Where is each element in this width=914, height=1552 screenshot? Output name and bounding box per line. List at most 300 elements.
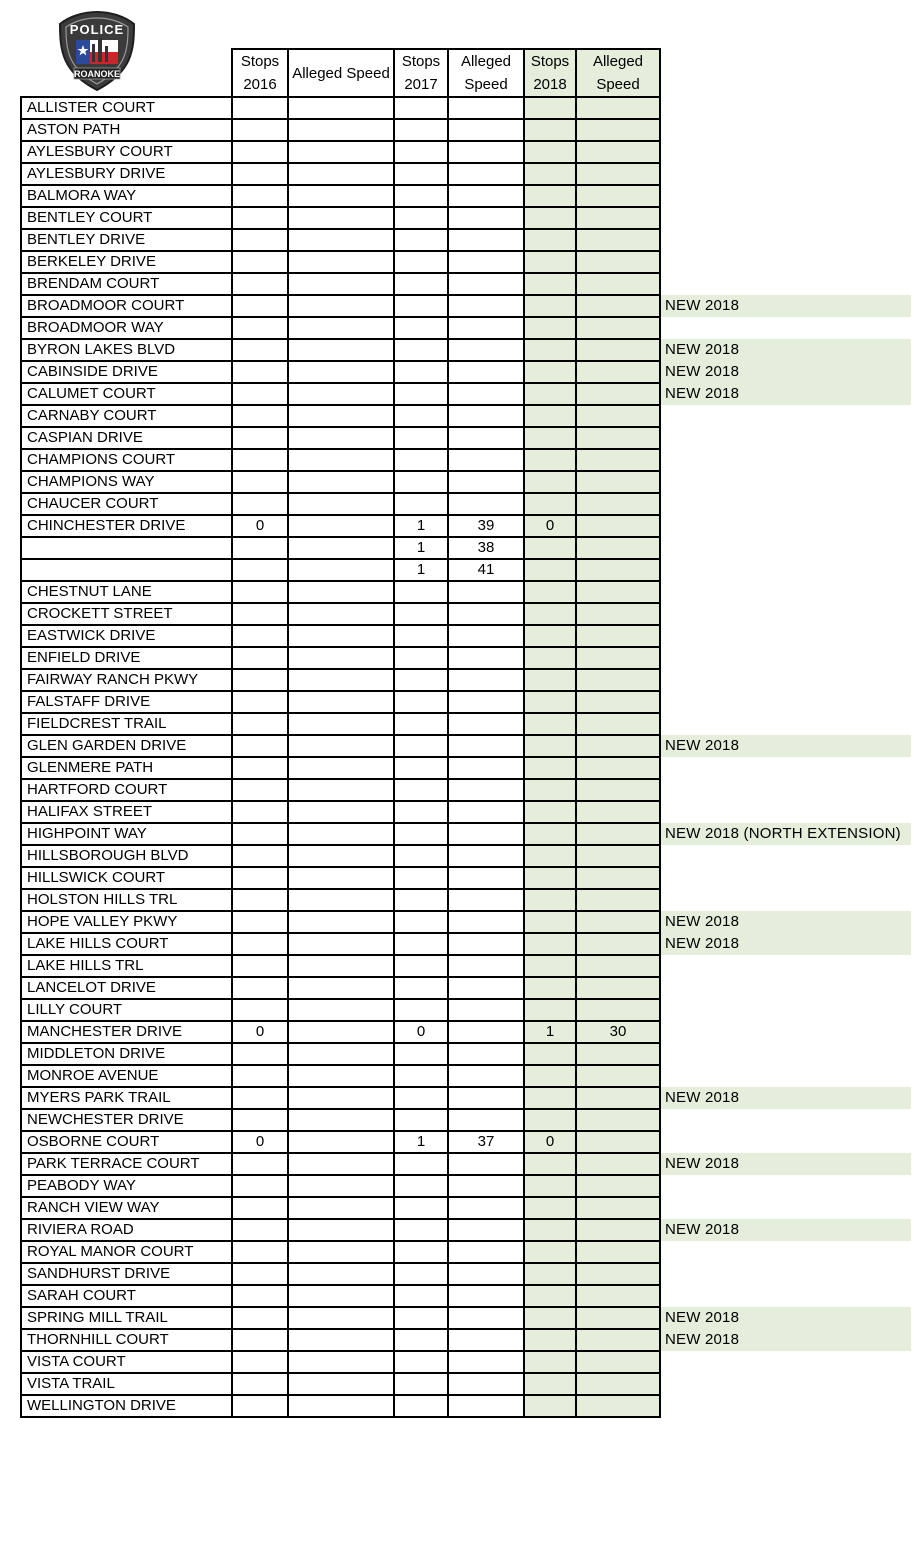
speed-2017-cell bbox=[448, 97, 524, 119]
speed-2018-cell bbox=[576, 1043, 660, 1065]
stops-2016-cell bbox=[232, 427, 288, 449]
note-cell bbox=[660, 845, 912, 867]
table-row bbox=[21, 273, 912, 295]
stops-2016-cell bbox=[232, 1219, 288, 1241]
speed-2017-cell bbox=[448, 383, 524, 405]
stops-2017-cell bbox=[394, 933, 448, 955]
note-cell: NEW 2018 bbox=[660, 911, 912, 933]
stops-2017-cell: 0 bbox=[394, 1021, 448, 1043]
stops-2018-cell bbox=[524, 1329, 576, 1351]
stops-2016-cell bbox=[232, 97, 288, 119]
speed-2016-cell bbox=[288, 933, 394, 955]
street-name-cell: HALIFAX STREET bbox=[21, 801, 232, 823]
speed-2018-cell bbox=[576, 581, 660, 603]
street-name-cell: BALMORA WAY bbox=[21, 185, 232, 207]
stops-2016-cell bbox=[232, 713, 288, 735]
stops-2018-cell bbox=[524, 977, 576, 999]
header-note-blank bbox=[660, 49, 912, 97]
note-cell bbox=[660, 603, 912, 625]
stops-2018-cell bbox=[524, 713, 576, 735]
stops-2017-cell bbox=[394, 735, 448, 757]
stops-2017-cell bbox=[394, 713, 448, 735]
stops-2016-cell: 0 bbox=[232, 515, 288, 537]
stops-2016-cell bbox=[232, 933, 288, 955]
stops-2016-cell bbox=[232, 141, 288, 163]
stops-2016-cell: 0 bbox=[232, 1131, 288, 1153]
note-cell bbox=[660, 1351, 912, 1373]
note-cell bbox=[660, 1109, 912, 1131]
stops-2016-cell bbox=[232, 537, 288, 559]
speed-2018-cell bbox=[576, 1087, 660, 1109]
stops-2018-cell bbox=[524, 1263, 576, 1285]
stops-2016-cell bbox=[232, 1153, 288, 1175]
street-name-cell: CHAMPIONS COURT bbox=[21, 449, 232, 471]
speed-2016-cell bbox=[288, 603, 394, 625]
note-cell: NEW 2018 bbox=[660, 361, 912, 383]
speed-2018-cell bbox=[576, 185, 660, 207]
stops-2017-cell: 1 bbox=[394, 537, 448, 559]
note-cell bbox=[660, 1175, 912, 1197]
table-row bbox=[21, 1197, 912, 1219]
note-cell bbox=[660, 427, 912, 449]
stops-2016-cell bbox=[232, 691, 288, 713]
table-row bbox=[21, 1263, 912, 1285]
street-name-cell: VISTA TRAIL bbox=[21, 1373, 232, 1395]
stops-2016-cell bbox=[232, 867, 288, 889]
table-row bbox=[21, 647, 912, 669]
street-name-cell: FALSTAFF DRIVE bbox=[21, 691, 232, 713]
speed-2018-cell bbox=[576, 449, 660, 471]
speed-2017-cell bbox=[448, 801, 524, 823]
stops-2018-cell bbox=[524, 1285, 576, 1307]
speed-2016-cell bbox=[288, 757, 394, 779]
note-cell bbox=[660, 251, 912, 273]
stops-2018-cell bbox=[524, 163, 576, 185]
stops-2017-cell bbox=[394, 1329, 448, 1351]
speed-2017-cell bbox=[448, 119, 524, 141]
speed-2017-cell bbox=[448, 317, 524, 339]
speed-2017-cell bbox=[448, 493, 524, 515]
speed-2017-cell bbox=[448, 1175, 524, 1197]
street-name-cell: GLEN GARDEN DRIVE bbox=[21, 735, 232, 757]
stops-2018-cell bbox=[524, 273, 576, 295]
stops-2017-cell bbox=[394, 1307, 448, 1329]
street-name-cell bbox=[21, 537, 232, 559]
street-name-cell: ALLISTER COURT bbox=[21, 97, 232, 119]
note-cell bbox=[660, 1043, 912, 1065]
street-name-cell: BROADMOOR COURT bbox=[21, 295, 232, 317]
speed-2016-cell bbox=[288, 625, 394, 647]
note-cell: NEW 2018 bbox=[660, 339, 912, 361]
stops-2018-cell bbox=[524, 1373, 576, 1395]
speed-2018-cell bbox=[576, 339, 660, 361]
table-row bbox=[21, 933, 912, 955]
stops-2018-cell bbox=[524, 1307, 576, 1329]
speed-2016-cell bbox=[288, 1131, 394, 1153]
stops-2016-cell bbox=[232, 1241, 288, 1263]
stops-2018-cell bbox=[524, 1175, 576, 1197]
speed-2018-cell bbox=[576, 1285, 660, 1307]
speed-2016-cell bbox=[288, 1307, 394, 1329]
speed-2017-cell bbox=[448, 295, 524, 317]
speed-2016-cell bbox=[288, 493, 394, 515]
speed-2017-cell bbox=[448, 647, 524, 669]
stops-2018-cell bbox=[524, 119, 576, 141]
stops-2017-cell bbox=[394, 1263, 448, 1285]
table-row bbox=[21, 383, 912, 405]
speed-2016-cell bbox=[288, 647, 394, 669]
speed-2017-cell bbox=[448, 1153, 524, 1175]
speed-2016-cell bbox=[288, 317, 394, 339]
stops-2017-cell bbox=[394, 471, 448, 493]
table-row bbox=[21, 779, 912, 801]
street-name-cell: CHAUCER COURT bbox=[21, 493, 232, 515]
street-name-cell: SARAH COURT bbox=[21, 1285, 232, 1307]
stops-2016-cell bbox=[232, 801, 288, 823]
speed-2017-cell bbox=[448, 691, 524, 713]
stops-2018-cell bbox=[524, 691, 576, 713]
speed-2018-cell bbox=[576, 669, 660, 691]
stops-2018-cell: 0 bbox=[524, 515, 576, 537]
street-name-cell: HOPE VALLEY PKWY bbox=[21, 911, 232, 933]
speed-2018-cell bbox=[576, 471, 660, 493]
street-name-cell: ROYAL MANOR COURT bbox=[21, 1241, 232, 1263]
street-name-cell bbox=[21, 559, 232, 581]
note-cell bbox=[660, 757, 912, 779]
speed-2018-cell bbox=[576, 251, 660, 273]
note-cell bbox=[660, 141, 912, 163]
stops-2018-cell bbox=[524, 383, 576, 405]
street-name-cell: CHINCHESTER DRIVE bbox=[21, 515, 232, 537]
stops-2018-cell bbox=[524, 1109, 576, 1131]
table-row bbox=[21, 1307, 912, 1329]
street-name-cell: FAIRWAY RANCH PKWY bbox=[21, 669, 232, 691]
table-row bbox=[21, 1285, 912, 1307]
note-cell bbox=[660, 713, 912, 735]
stops-2018-cell bbox=[524, 999, 576, 1021]
stops-2018-cell bbox=[524, 889, 576, 911]
speed-2016-cell bbox=[288, 163, 394, 185]
stops-2018-cell bbox=[524, 1153, 576, 1175]
speed-2018-cell bbox=[576, 141, 660, 163]
street-name-cell: FIELDCREST TRAIL bbox=[21, 713, 232, 735]
speed-2018-cell bbox=[576, 779, 660, 801]
stops-2018-cell bbox=[524, 449, 576, 471]
stops-2016-cell bbox=[232, 669, 288, 691]
stops-2018-cell bbox=[524, 1065, 576, 1087]
speed-2018-cell bbox=[576, 1065, 660, 1087]
speed-2018-cell bbox=[576, 537, 660, 559]
speed-2018-cell bbox=[576, 383, 660, 405]
table-row bbox=[21, 295, 912, 317]
street-name-cell: LAKE HILLS COURT bbox=[21, 933, 232, 955]
speed-2017-cell bbox=[448, 823, 524, 845]
header-stops-2018: Stops 2018 bbox=[524, 49, 576, 97]
speed-2018-cell bbox=[576, 229, 660, 251]
speed-2017-cell bbox=[448, 1043, 524, 1065]
speed-2017-cell bbox=[448, 339, 524, 361]
table-row bbox=[21, 845, 912, 867]
speed-2016-cell bbox=[288, 361, 394, 383]
note-cell bbox=[660, 1065, 912, 1087]
stops-2017-cell bbox=[394, 427, 448, 449]
speed-2016-cell bbox=[288, 383, 394, 405]
stops-2017-cell bbox=[394, 625, 448, 647]
speed-2017-cell bbox=[448, 955, 524, 977]
stops-2016-cell bbox=[232, 1065, 288, 1087]
note-cell: NEW 2018 bbox=[660, 295, 912, 317]
speed-2018-cell bbox=[576, 1263, 660, 1285]
stops-2016-cell bbox=[232, 1373, 288, 1395]
street-name-cell: CHAMPIONS WAY bbox=[21, 471, 232, 493]
stops-2018-cell bbox=[524, 427, 576, 449]
table-row bbox=[21, 515, 912, 537]
note-cell bbox=[660, 625, 912, 647]
stops-2016-cell bbox=[232, 559, 288, 581]
speed-2016-cell bbox=[288, 1351, 394, 1373]
speed-2016-cell bbox=[288, 911, 394, 933]
stops-2017-cell bbox=[394, 405, 448, 427]
stops-2016-cell bbox=[232, 735, 288, 757]
speed-2017-cell bbox=[448, 1373, 524, 1395]
stops-2016-cell bbox=[232, 1329, 288, 1351]
speed-2017-cell bbox=[448, 845, 524, 867]
stops-2017-cell bbox=[394, 889, 448, 911]
speed-2017-cell bbox=[448, 1307, 524, 1329]
note-cell: NEW 2018 bbox=[660, 1307, 912, 1329]
stops-2017-cell bbox=[394, 999, 448, 1021]
table-row bbox=[21, 735, 912, 757]
speed-2017-cell bbox=[448, 251, 524, 273]
stops-2017-cell bbox=[394, 1065, 448, 1087]
street-name-cell: AYLESBURY COURT bbox=[21, 141, 232, 163]
street-name-cell: LANCELOT DRIVE bbox=[21, 977, 232, 999]
stops-2018-cell bbox=[524, 1197, 576, 1219]
stops-2017-cell bbox=[394, 361, 448, 383]
speed-2018-cell bbox=[576, 515, 660, 537]
street-name-cell: ASTON PATH bbox=[21, 119, 232, 141]
speed-2016-cell bbox=[288, 735, 394, 757]
stops-2018-cell bbox=[524, 97, 576, 119]
note-cell bbox=[660, 691, 912, 713]
note-cell: NEW 2018 bbox=[660, 735, 912, 757]
street-name-cell: SANDHURST DRIVE bbox=[21, 1263, 232, 1285]
table-row bbox=[21, 1373, 912, 1395]
stops-2017-cell bbox=[394, 1351, 448, 1373]
speed-2018-cell bbox=[576, 1153, 660, 1175]
stops-2016-cell bbox=[232, 493, 288, 515]
table-row bbox=[21, 339, 912, 361]
table-row bbox=[21, 251, 912, 273]
stops-2016-cell bbox=[232, 757, 288, 779]
speed-2018-cell bbox=[576, 1395, 660, 1417]
header-row bbox=[21, 49, 912, 97]
speed-2018-cell bbox=[576, 999, 660, 1021]
stops-2017-cell bbox=[394, 691, 448, 713]
header-blank bbox=[21, 49, 232, 97]
speed-2016-cell bbox=[288, 1395, 394, 1417]
note-cell: NEW 2018 bbox=[660, 933, 912, 955]
stops-2016-cell bbox=[232, 581, 288, 603]
speed-2018-cell bbox=[576, 757, 660, 779]
stops-2016-cell bbox=[232, 779, 288, 801]
speed-2017-cell bbox=[448, 625, 524, 647]
stops-2018-cell bbox=[524, 845, 576, 867]
table-row bbox=[21, 1219, 912, 1241]
stops-2016-cell bbox=[232, 207, 288, 229]
stops-2017-cell bbox=[394, 163, 448, 185]
speed-2018-cell bbox=[576, 1131, 660, 1153]
speed-2017-cell bbox=[448, 1329, 524, 1351]
table-row bbox=[21, 999, 912, 1021]
speed-2016-cell bbox=[288, 955, 394, 977]
stops-2016-cell bbox=[232, 889, 288, 911]
speed-2016-cell bbox=[288, 691, 394, 713]
speed-2016-cell bbox=[288, 1241, 394, 1263]
stops-2017-cell bbox=[394, 339, 448, 361]
stops-2017-cell bbox=[394, 207, 448, 229]
header-stops-2017: Stops 2017 bbox=[394, 49, 448, 97]
stops-2017-cell bbox=[394, 449, 448, 471]
speed-2016-cell bbox=[288, 669, 394, 691]
stops-2017-cell bbox=[394, 229, 448, 251]
table-row bbox=[21, 141, 912, 163]
speed-2016-cell bbox=[288, 1373, 394, 1395]
speed-2017-cell bbox=[448, 1197, 524, 1219]
speed-2016-cell bbox=[288, 1109, 394, 1131]
stops-2016-cell bbox=[232, 977, 288, 999]
speed-2016-cell bbox=[288, 97, 394, 119]
speed-2018-cell bbox=[576, 1241, 660, 1263]
speed-2016-cell bbox=[288, 999, 394, 1021]
speed-2018-cell bbox=[576, 1219, 660, 1241]
street-name-cell: BENTLEY DRIVE bbox=[21, 229, 232, 251]
speed-2017-cell bbox=[448, 449, 524, 471]
speed-2017-cell bbox=[448, 185, 524, 207]
speed-2018-cell bbox=[576, 1329, 660, 1351]
speed-2017-cell bbox=[448, 427, 524, 449]
speed-2017-cell bbox=[448, 405, 524, 427]
speed-2017-cell bbox=[448, 735, 524, 757]
speed-2016-cell bbox=[288, 779, 394, 801]
street-name-cell: LILLY COURT bbox=[21, 999, 232, 1021]
speed-2017-cell bbox=[448, 977, 524, 999]
note-cell bbox=[660, 97, 912, 119]
speed-2018-cell bbox=[576, 911, 660, 933]
speed-2016-cell bbox=[288, 449, 394, 471]
table-row bbox=[21, 801, 912, 823]
note-cell bbox=[660, 977, 912, 999]
speed-2017-cell bbox=[448, 999, 524, 1021]
speed-2016-cell bbox=[288, 471, 394, 493]
note-cell bbox=[660, 405, 912, 427]
speed-2018-cell bbox=[576, 427, 660, 449]
note-cell bbox=[660, 119, 912, 141]
note-cell bbox=[660, 669, 912, 691]
stops-2016-cell bbox=[232, 1307, 288, 1329]
street-name-cell: HOLSTON HILLS TRL bbox=[21, 889, 232, 911]
stops-2016-cell bbox=[232, 185, 288, 207]
speed-2017-cell: 38 bbox=[448, 537, 524, 559]
table-row bbox=[21, 867, 912, 889]
speed-2017-cell: 41 bbox=[448, 559, 524, 581]
stops-2018-cell bbox=[524, 867, 576, 889]
street-name-cell: BYRON LAKES BLVD bbox=[21, 339, 232, 361]
note-cell bbox=[660, 229, 912, 251]
speed-2017-cell bbox=[448, 1109, 524, 1131]
speed-2016-cell bbox=[288, 1043, 394, 1065]
stops-2018-cell bbox=[524, 471, 576, 493]
stops-2017-cell bbox=[394, 1109, 448, 1131]
stops-2018-cell bbox=[524, 735, 576, 757]
stops-2018-cell bbox=[524, 559, 576, 581]
stops-2017-cell: 1 bbox=[394, 1131, 448, 1153]
speed-2018-cell bbox=[576, 493, 660, 515]
stops-2016-cell bbox=[232, 339, 288, 361]
stops-2016-cell bbox=[232, 911, 288, 933]
stops-2016-cell bbox=[232, 1285, 288, 1307]
street-name-cell: SPRING MILL TRAIL bbox=[21, 1307, 232, 1329]
stops-2018-cell bbox=[524, 933, 576, 955]
speed-2017-cell bbox=[448, 229, 524, 251]
table-body bbox=[21, 97, 912, 1417]
speed-2018-cell bbox=[576, 647, 660, 669]
stops-2017-cell bbox=[394, 97, 448, 119]
note-cell bbox=[660, 867, 912, 889]
speed-2018-cell bbox=[576, 163, 660, 185]
speed-2017-cell bbox=[448, 361, 524, 383]
logo-top-text: POLICE bbox=[69, 22, 125, 37]
stops-2017-cell bbox=[394, 251, 448, 273]
stops-2016-cell bbox=[232, 1395, 288, 1417]
stops-2017-cell bbox=[394, 823, 448, 845]
speed-2018-cell bbox=[576, 97, 660, 119]
note-cell bbox=[660, 207, 912, 229]
speed-2016-cell bbox=[288, 977, 394, 999]
speed-2017-cell bbox=[448, 1285, 524, 1307]
speed-2016-cell bbox=[288, 1087, 394, 1109]
stops-2018-cell bbox=[524, 603, 576, 625]
street-name-cell: ENFIELD DRIVE bbox=[21, 647, 232, 669]
table-row bbox=[21, 97, 912, 119]
speed-2017-cell bbox=[448, 911, 524, 933]
street-name-cell: CABINSIDE DRIVE bbox=[21, 361, 232, 383]
speed-2018-cell bbox=[576, 295, 660, 317]
street-name-cell: VISTA COURT bbox=[21, 1351, 232, 1373]
speed-2017-cell bbox=[448, 603, 524, 625]
table-row bbox=[21, 537, 912, 559]
stops-2017-cell bbox=[394, 1241, 448, 1263]
speed-2017-cell bbox=[448, 1263, 524, 1285]
speed-2018-cell bbox=[576, 1351, 660, 1373]
stops-2018-cell bbox=[524, 1395, 576, 1417]
speed-2016-cell bbox=[288, 251, 394, 273]
table-row bbox=[21, 163, 912, 185]
stops-2016-cell: 0 bbox=[232, 1021, 288, 1043]
note-cell bbox=[660, 1395, 912, 1417]
speed-2016-cell bbox=[288, 295, 394, 317]
note-cell: NEW 2018 bbox=[660, 383, 912, 405]
note-cell bbox=[660, 1197, 912, 1219]
speed-2016-cell bbox=[288, 427, 394, 449]
table-row bbox=[21, 1021, 912, 1043]
street-name-cell: MANCHESTER DRIVE bbox=[21, 1021, 232, 1043]
note-cell bbox=[660, 1131, 912, 1153]
speed-2016-cell bbox=[288, 1197, 394, 1219]
speed-2017-cell bbox=[448, 1351, 524, 1373]
street-name-cell: HILLSWICK COURT bbox=[21, 867, 232, 889]
note-cell bbox=[660, 801, 912, 823]
